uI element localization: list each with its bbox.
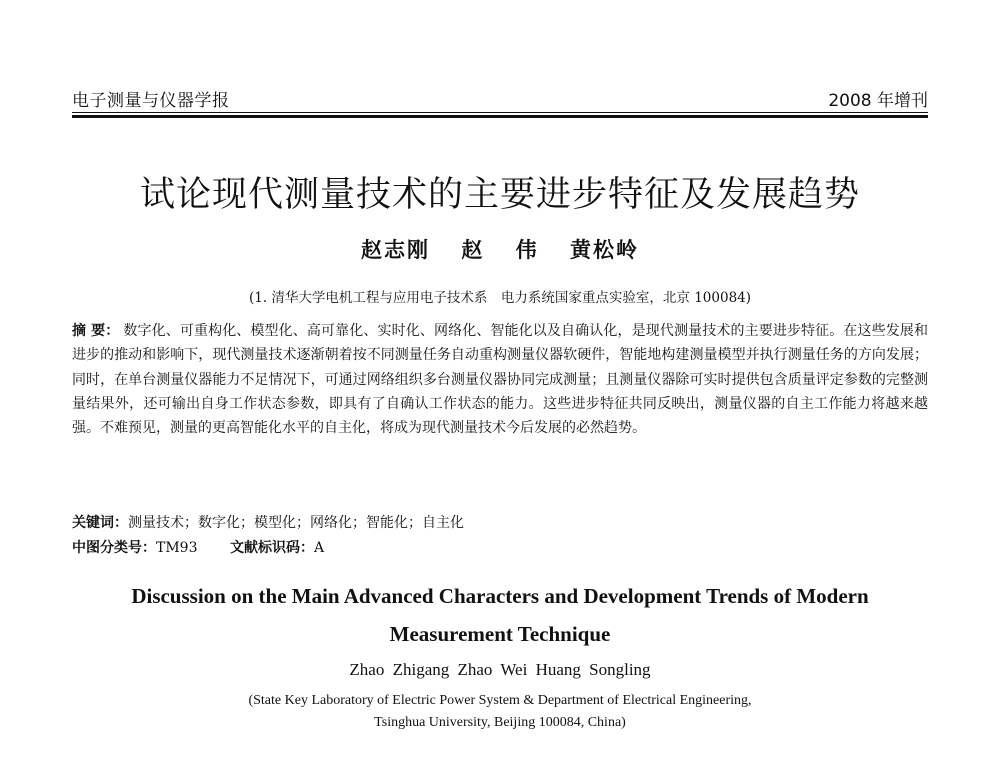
abstract-text: 数字化、可重构化、模型化、高可靠化、实时化、网络化、智能化以及自确认化，是现代测量技术的主要进步特征。在这些发展和进步的推动和影响下，现代测量技术逐渐朝着按不同测量任务自动重构测量仪器软硬件，智能地构建测量模型并执行测量任务的方向发展；同时，在单台测量仪器能力不足情况下，可通过网络组织多台测量仪器协同完成测量；且测量仪器除可实时提供包含质量评定参数的完整测量结果外，还可输出自身工作状态参数，即具有了自确认工作状态的能力。这些进步特征共同反映出，测量仪器的自主工作能力将越来越强。不难预见，测量的更高智能化水平的自主化，将成为现代测量技术今后发展的必然趋势。 [72, 323, 929, 437]
english-authors: Zhao Zhigang Zhao Wei Huang Songling [349, 660, 651, 679]
english-affiliation [120, 690, 880, 734]
doc-code-value: A [313, 540, 325, 556]
clc-value: TM93 [156, 540, 198, 556]
classification-line [72, 537, 928, 557]
header-rule-thick [72, 115, 928, 118]
chinese-title: 试论现代测量技术的主要进步特征及发展趋势 [139, 175, 860, 215]
english-affiliation-line1: (State Key Laboratory of Electric Power System & Department of Electrical Engineering, [248, 693, 752, 708]
abstract-label: 摘 要： [72, 323, 120, 339]
running-header [72, 86, 928, 112]
keywords-label: 关键词： [72, 515, 128, 531]
chinese-affiliation: (1. 清华大学电机工程与应用电子技术系 电力系统国家重点实验室，北京 100084) [248, 290, 752, 306]
chinese-authors: 赵志刚 赵 伟 黄松岭 [361, 237, 639, 262]
english-title: Discussion on the Main Advanced Characters and Development Trends of Modern Measurement Technique [131, 584, 869, 646]
keywords-text: 测量技术；数字化；模型化；网络化；智能化；自主化 [128, 515, 464, 531]
header-rule-thin [72, 112, 928, 113]
keywords-line [72, 512, 928, 532]
issue-label: 2008 年增刊 [828, 91, 928, 111]
clc-label: 中图分类号： [72, 540, 156, 556]
english-affiliation-line2: Tsinghua University, Beijing 100084, China) [374, 715, 626, 730]
journal-name: 电子测量与仪器学报 [72, 91, 230, 111]
chinese-abstract [72, 319, 928, 440]
doc-code-label: 文献标识码： [229, 540, 314, 556]
